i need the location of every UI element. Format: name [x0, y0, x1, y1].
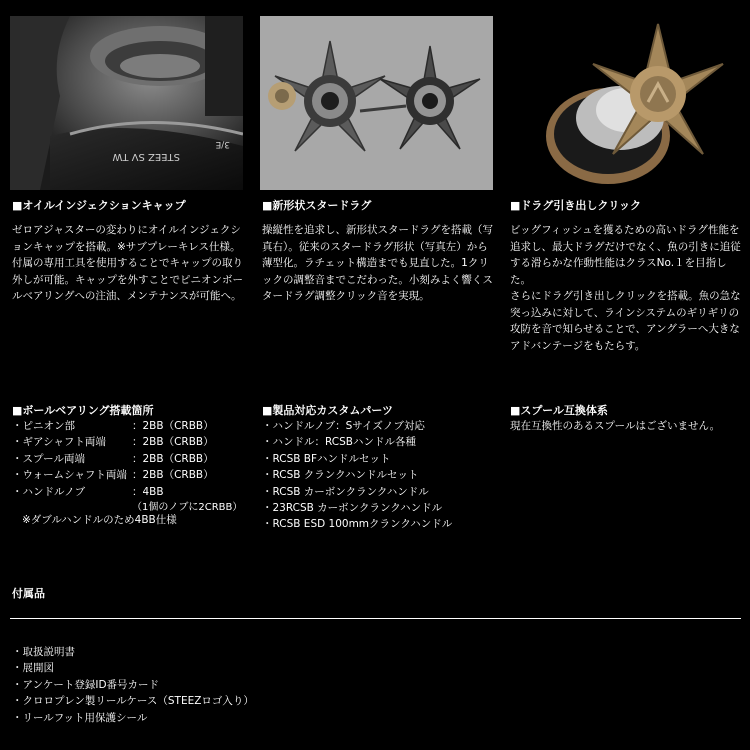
list-item: ・RCSB ESD 100mmクランクハンドル	[262, 518, 453, 531]
bearing-location: ・スプール両端	[12, 452, 85, 465]
bearing-location: ・ウォームシャフト両端	[12, 469, 127, 482]
spool-compat-text: 現在互換性のあるスプールはございません。	[510, 420, 721, 432]
table-row	[12, 451, 242, 467]
table-row	[12, 484, 242, 500]
bearing-count: ：2BB（CRBB）	[132, 452, 214, 465]
divider	[10, 618, 741, 619]
table-row	[12, 434, 242, 450]
bearing-count: ：4BB	[132, 485, 164, 498]
custom-parts-title: ■製品対応カスタムパーツ	[262, 404, 393, 417]
cap-engraving-text-2: 3/E	[215, 139, 230, 149]
list-item: ・展開図	[12, 662, 54, 675]
drag-click-text: ビッグフィッシュを獲るための高いドラグ性能を追求し、最大ドラグだけでなく、魚の引きに追従する滑らかな作動性能はクラスNo.１を目指した。 さらにドラグ引き出しクリックを搭載。魚の急な突っ込みに対して、ラインシステムのギリギリの攻防を音で知らせることで、アングラーへ大きなアドバンテージをもたらす。	[510, 224, 741, 352]
bearings-table	[12, 418, 242, 516]
list-item: ・RCSB カーボンクランクハンドル	[262, 485, 429, 498]
list-item: ・アンケート登録ID番号カード	[12, 678, 160, 691]
bearings-title: ■ボールベアリング搭載箇所	[12, 404, 154, 417]
oil-injection-cap-photo	[10, 16, 243, 190]
oil-injection-cap-title: ■オイルインジェクションキャップ	[12, 199, 186, 212]
bearings-note: ※ダブルハンドルのため4BB仕様	[22, 514, 177, 526]
star-drag-text: 操縦性を追求し、新形状スタードラグを搭載（写真右）。従来のスタードラグ形状（写真左）から薄型化。ラチェット構造までも見直した。1クリックの調整音までこだわった。小刻みよく響くスタードラグ調整クリック音を実現。	[262, 224, 493, 302]
accessories-title: 付属品	[12, 587, 45, 600]
list-item: ・クロロプレン製リールケース（STEEZロゴ入り）	[12, 695, 254, 708]
custom-parts-list	[262, 418, 452, 533]
star-drag-description	[262, 222, 494, 305]
list-item: ・取扱説明書	[12, 646, 75, 658]
bearing-location: ・ピニオン部	[12, 420, 75, 432]
star-drag-comparison-photo	[260, 16, 493, 190]
bearing-location: ・ハンドルノブ	[12, 485, 86, 498]
bearing-location: ・ギアシャフト両端	[12, 436, 106, 449]
list-item: ・RCSB BFハンドルセット	[262, 452, 391, 465]
bearing-count: （1個のノブに2CRBB）	[132, 502, 243, 514]
table-row	[12, 418, 242, 434]
list-item: ・23RCSB カーボンクランクハンドル	[262, 502, 443, 515]
bearing-count: ：2BB（CRBB）	[132, 420, 214, 432]
list-item: ・ハンドルノブ：Sサイズノブ対応	[262, 420, 425, 432]
oil-injection-cap-text: ゼロアジャスターの変わりにオイルインジェクションキャップを搭載。※サブプレーキレス仕様。 付属の専用工具を使用することでキャップの取り外しが可能。キャップを外すことでピニオンボールベアリングへの注油、メンテナンスが可能へ。	[12, 224, 243, 302]
oil-injection-cap-description	[12, 222, 244, 305]
list-item: ・ハンドル：RCSBハンドル各種	[262, 436, 416, 449]
spool-compat-title: ■スプール互換体系	[510, 404, 608, 417]
drag-click-photo	[508, 16, 741, 190]
cap-engraving-text: STEEZ SV TW	[112, 151, 180, 162]
list-item: ・リールフット用保護シール	[12, 711, 148, 724]
bearing-count: ：2BB（CRBB）	[132, 436, 214, 449]
drag-click-title: ■ドラグ引き出しクリック	[510, 199, 641, 212]
table-row	[12, 467, 242, 483]
list-item: ・RCSB クランクハンドルセット	[262, 469, 419, 482]
accessories-list	[12, 644, 254, 726]
star-drag-title: ■新形状スタードラグ	[262, 199, 372, 212]
drag-click-description	[510, 222, 742, 354]
bearing-count: ：2BB（CRBB）	[132, 469, 214, 482]
